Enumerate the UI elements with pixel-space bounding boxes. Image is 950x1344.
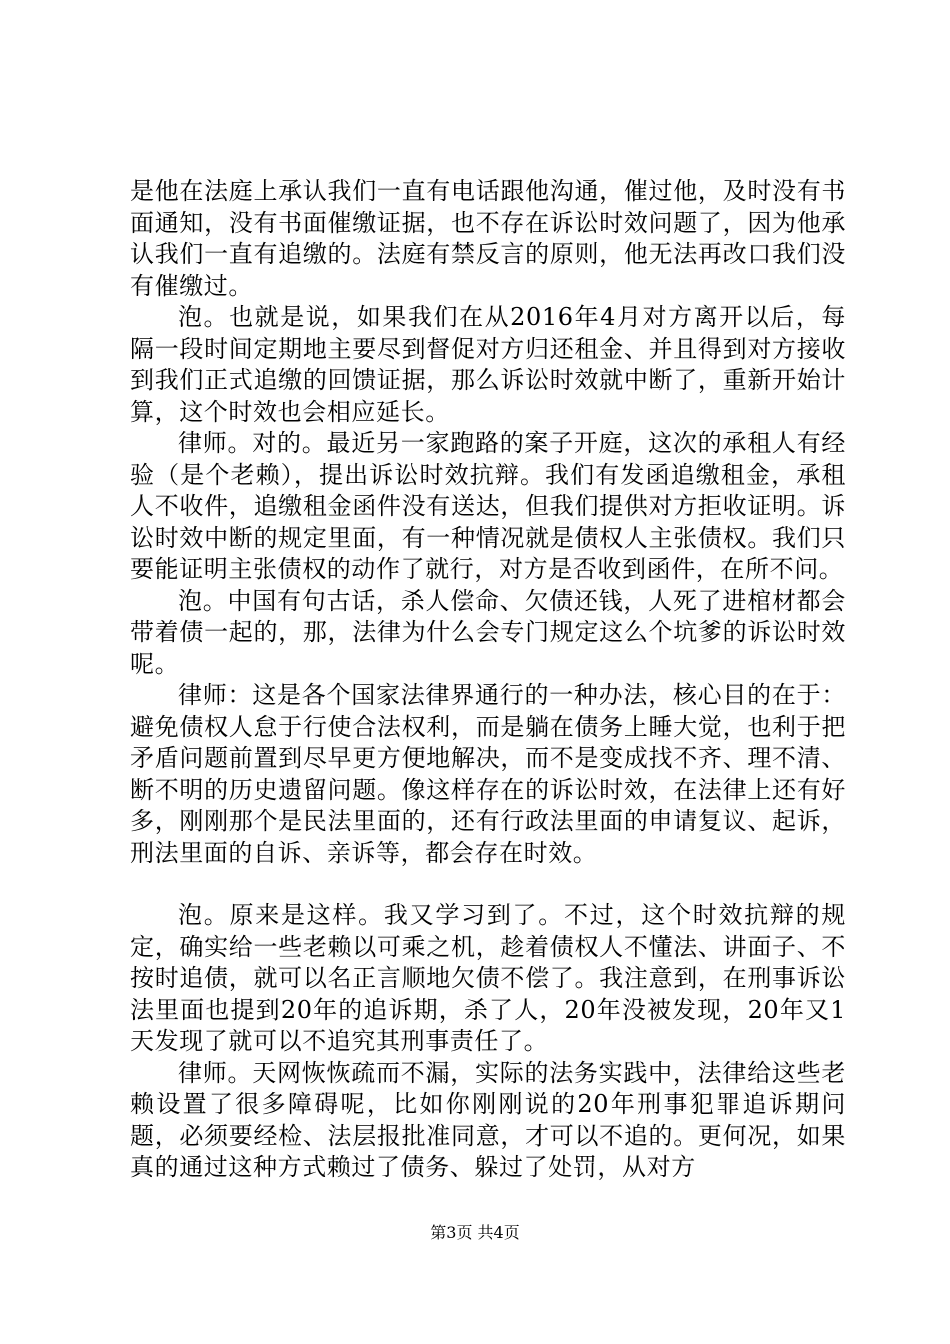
- paragraph-2: 泡。也就是说，如果我们在从2016年4月对方离开以后，每隔一段时间定期地主要尽到督促对方归还租金、并且得到对方接收到我们正式追缴的回馈证据，那么诉讼时效就中断了，重新开始计算，这个时效也会相应延长。: [130, 303, 846, 426]
- paragraph-6: 泡。原来是这样。我又学习到了。不过，这个时效抗辩的规定，确实给一些老赖以可乘之机，趁着债权人不懂法、讲面子、不按时追债，就可以名正言顺地欠债不偿了。我注意到，在刑事诉讼法里面也提到20年的追诉期，杀了人，20年没被发现，20年又1天发现了就可以不追究其刑事责任了。: [130, 901, 846, 1055]
- paragraph-4: 泡。中国有句古话，杀人偿命、欠债还钱，人死了进棺材都会带着债一起的，那，法律为什么会专门规定这么个坑爹的诉讼时效呢。: [130, 586, 846, 678]
- page-footer: [0, 1223, 950, 1243]
- paragraph-5: 律师：这是各个国家法律界通行的一种办法，核心目的在于：避免债权人怠于行使合法权利，而是躺在债务上睡大觉，也利于把矛盾问题前置到尽早更方便地解决，而不是变成找不齐、理不清、断不明的历史遗留问题。像这样存在的诉讼时效，在法律上还有好多，刚刚那个是民法里面的，还有行政法里面的申请复议、起诉，刑法里面的自诉、亲诉等，都会存在时效。: [130, 681, 846, 867]
- document-body: [130, 176, 846, 1184]
- paragraph-7: 律师。天网恢恢疏而不漏，实际的法务实践中，法律给这些老赖设置了很多障碍呢，比如你刚刚说的20年刑事犯罪追诉期问题，必须要经检、法层报批准同意，才可以不追的。更何况，如果真的通过这种方式赖过了债务、躲过了处罚，从对方: [130, 1058, 846, 1181]
- paragraph-1: 是他在法庭上承认我们一直有电话跟他沟通，催过他，及时没有书面通知，没有书面催缴证据，也不存在诉讼时效问题了，因为他承认我们一直有追缴的。法庭有禁反言的原则，他无法再改口我们没有催缴过。: [130, 177, 846, 300]
- page-number-label: 第3页 共4页: [430, 1223, 520, 1242]
- paragraph-3: 律师。对的。最近另一家跑路的案子开庭，这次的承租人有经验（是个老赖），提出诉讼时效抗辩。我们有发函追缴租金，承租人不收件，追缴租金函件没有送达，但我们提供对方拒收证明。诉讼时效中断的规定里面，有一种情况就是债权人主张债权。我们只要能证明主张债权的动作了就行，对方是否收到函件，在所不问。: [130, 429, 846, 583]
